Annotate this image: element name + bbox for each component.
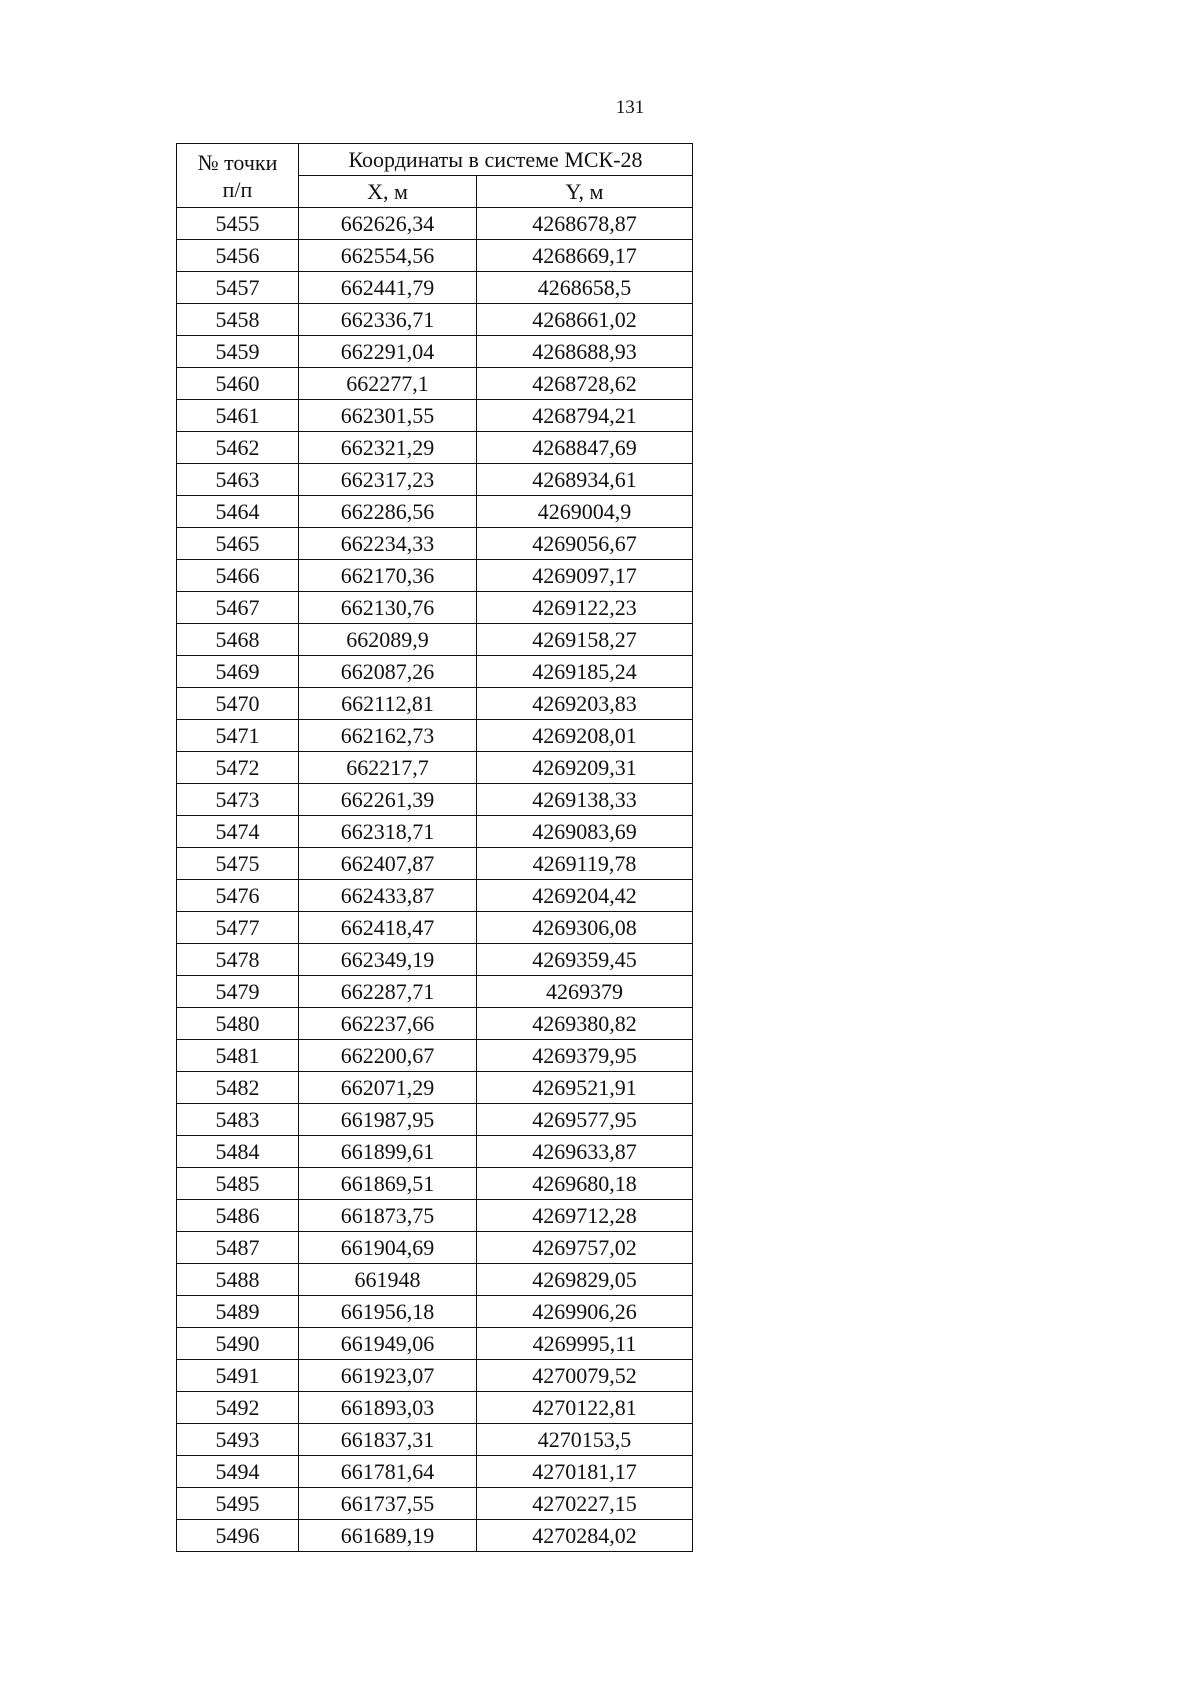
y-coordinate-cell: 4269119,78	[477, 848, 693, 880]
point-number-cell: 5474	[177, 816, 299, 848]
table-row	[177, 528, 693, 560]
y-coordinate-cell: 4269829,05	[477, 1264, 693, 1296]
table-row	[177, 1168, 693, 1200]
x-coordinate-cell: 662349,19	[299, 944, 477, 976]
point-number-cell: 5461	[177, 400, 299, 432]
y-coordinate-cell: 4269380,82	[477, 1008, 693, 1040]
x-coordinate-cell: 662087,26	[299, 656, 477, 688]
table-row	[177, 624, 693, 656]
table-row	[177, 496, 693, 528]
x-coordinate-cell: 661956,18	[299, 1296, 477, 1328]
table-row	[177, 720, 693, 752]
point-number-cell: 5493	[177, 1424, 299, 1456]
y-coordinate-cell: 4268669,17	[477, 240, 693, 272]
point-number-cell: 5494	[177, 1456, 299, 1488]
y-coordinate-cell: 4269995,11	[477, 1328, 693, 1360]
y-column-header: Y, м	[477, 176, 693, 208]
x-coordinate-cell: 662234,33	[299, 528, 477, 560]
x-coordinate-cell: 662112,81	[299, 688, 477, 720]
point-number-cell: 5462	[177, 432, 299, 464]
point-number-cell: 5486	[177, 1200, 299, 1232]
table-row	[177, 688, 693, 720]
table-row	[177, 1392, 693, 1424]
table-row	[177, 1008, 693, 1040]
point-number-header	[177, 144, 299, 208]
x-coordinate-cell: 662321,29	[299, 432, 477, 464]
point-number-cell: 5490	[177, 1328, 299, 1360]
table-row	[177, 464, 693, 496]
point-number-cell: 5470	[177, 688, 299, 720]
point-number-cell: 5480	[177, 1008, 299, 1040]
table-row	[177, 848, 693, 880]
point-number-cell: 5460	[177, 368, 299, 400]
y-coordinate-cell: 4268934,61	[477, 464, 693, 496]
point-number-cell: 5472	[177, 752, 299, 784]
coordinates-system-header: Координаты в системе МСК-28	[299, 144, 693, 176]
point-number-cell: 5495	[177, 1488, 299, 1520]
point-number-cell: 5469	[177, 656, 299, 688]
table-row	[177, 1296, 693, 1328]
y-coordinate-cell: 4269122,23	[477, 592, 693, 624]
table-row	[177, 208, 693, 240]
x-coordinate-cell: 661923,07	[299, 1360, 477, 1392]
point-number-cell: 5458	[177, 304, 299, 336]
y-coordinate-cell: 4269056,67	[477, 528, 693, 560]
y-coordinate-cell: 4269004,9	[477, 496, 693, 528]
table-row	[177, 1360, 693, 1392]
x-coordinate-cell: 662418,47	[299, 912, 477, 944]
table-row	[177, 944, 693, 976]
point-number-cell: 5476	[177, 880, 299, 912]
table-row	[177, 1232, 693, 1264]
y-coordinate-cell: 4269577,95	[477, 1104, 693, 1136]
x-coordinate-cell: 662291,04	[299, 336, 477, 368]
y-coordinate-cell: 4269208,01	[477, 720, 693, 752]
point-number-cell: 5459	[177, 336, 299, 368]
x-coordinate-cell: 661904,69	[299, 1232, 477, 1264]
y-coordinate-cell: 4268847,69	[477, 432, 693, 464]
page-number: 131	[615, 97, 645, 118]
y-coordinate-cell: 4269633,87	[477, 1136, 693, 1168]
point-number-cell: 5489	[177, 1296, 299, 1328]
y-coordinate-cell: 4269306,08	[477, 912, 693, 944]
table-row	[177, 560, 693, 592]
table-row	[177, 304, 693, 336]
table-row	[177, 816, 693, 848]
x-coordinate-cell: 662336,71	[299, 304, 477, 336]
x-coordinate-cell: 661873,75	[299, 1200, 477, 1232]
table-row	[177, 880, 693, 912]
y-coordinate-cell: 4268661,02	[477, 304, 693, 336]
y-coordinate-cell: 4270079,52	[477, 1360, 693, 1392]
x-coordinate-cell: 662071,29	[299, 1072, 477, 1104]
y-coordinate-cell: 4269379,95	[477, 1040, 693, 1072]
point-number-cell: 5465	[177, 528, 299, 560]
y-coordinate-cell: 4270122,81	[477, 1392, 693, 1424]
y-coordinate-cell: 4269203,83	[477, 688, 693, 720]
table-row	[177, 1456, 693, 1488]
y-coordinate-cell: 4269185,24	[477, 656, 693, 688]
x-coordinate-cell: 661899,61	[299, 1136, 477, 1168]
x-coordinate-cell: 662200,67	[299, 1040, 477, 1072]
x-coordinate-cell: 662318,71	[299, 816, 477, 848]
y-coordinate-cell: 4268794,21	[477, 400, 693, 432]
table-row	[177, 592, 693, 624]
table-header-row	[177, 144, 693, 176]
point-number-cell: 5496	[177, 1520, 299, 1552]
y-coordinate-cell: 4269083,69	[477, 816, 693, 848]
x-coordinate-cell: 662441,79	[299, 272, 477, 304]
table-row	[177, 1040, 693, 1072]
point-number-cell: 5463	[177, 464, 299, 496]
table-row	[177, 336, 693, 368]
point-number-cell: 5479	[177, 976, 299, 1008]
y-coordinate-cell: 4269906,26	[477, 1296, 693, 1328]
table-row	[177, 912, 693, 944]
point-number-cell: 5491	[177, 1360, 299, 1392]
y-coordinate-cell: 4269680,18	[477, 1168, 693, 1200]
y-coordinate-cell: 4270181,17	[477, 1456, 693, 1488]
x-coordinate-cell: 662261,39	[299, 784, 477, 816]
y-coordinate-cell: 4269379	[477, 976, 693, 1008]
point-number-cell: 5485	[177, 1168, 299, 1200]
x-coordinate-cell: 662433,87	[299, 880, 477, 912]
y-coordinate-cell: 4270284,02	[477, 1520, 693, 1552]
y-coordinate-cell: 4269521,91	[477, 1072, 693, 1104]
table-row	[177, 752, 693, 784]
y-coordinate-cell: 4269204,42	[477, 880, 693, 912]
table-row	[177, 400, 693, 432]
x-coordinate-cell: 662317,23	[299, 464, 477, 496]
table-row	[177, 1264, 693, 1296]
x-coordinate-cell: 661869,51	[299, 1168, 477, 1200]
table-row	[177, 272, 693, 304]
point-number-cell: 5482	[177, 1072, 299, 1104]
point-number-cell: 5488	[177, 1264, 299, 1296]
table-header	[177, 144, 693, 208]
y-coordinate-cell: 4269712,28	[477, 1200, 693, 1232]
x-coordinate-cell: 661689,19	[299, 1520, 477, 1552]
y-coordinate-cell: 4269209,31	[477, 752, 693, 784]
coordinates-table	[176, 143, 693, 1552]
point-number-cell: 5464	[177, 496, 299, 528]
point-number-cell: 5477	[177, 912, 299, 944]
x-coordinate-cell: 661987,95	[299, 1104, 477, 1136]
point-number-cell: 5467	[177, 592, 299, 624]
y-coordinate-cell: 4269359,45	[477, 944, 693, 976]
table-row	[177, 1520, 693, 1552]
table-row	[177, 1072, 693, 1104]
table-row	[177, 368, 693, 400]
y-coordinate-cell: 4269097,17	[477, 560, 693, 592]
x-coordinate-cell: 662626,34	[299, 208, 477, 240]
point-number-cell: 5455	[177, 208, 299, 240]
y-coordinate-cell: 4268688,93	[477, 336, 693, 368]
table-row	[177, 656, 693, 688]
table-row	[177, 1136, 693, 1168]
table-row	[177, 240, 693, 272]
table-row	[177, 1328, 693, 1360]
point-number-cell: 5487	[177, 1232, 299, 1264]
y-coordinate-cell: 4268728,62	[477, 368, 693, 400]
x-coordinate-cell: 662170,36	[299, 560, 477, 592]
x-coordinate-cell: 661737,55	[299, 1488, 477, 1520]
point-number-cell: 5471	[177, 720, 299, 752]
x-coordinate-cell: 661893,03	[299, 1392, 477, 1424]
x-coordinate-cell: 661837,31	[299, 1424, 477, 1456]
x-coordinate-cell: 662301,55	[299, 400, 477, 432]
x-coordinate-cell: 662554,56	[299, 240, 477, 272]
point-number-header-line1: № точки	[197, 149, 278, 175]
table-row	[177, 784, 693, 816]
table-row	[177, 432, 693, 464]
y-coordinate-cell: 4269757,02	[477, 1232, 693, 1264]
x-column-header: X, м	[299, 176, 477, 208]
x-coordinate-cell: 661949,06	[299, 1328, 477, 1360]
x-coordinate-cell: 662162,73	[299, 720, 477, 752]
point-number-cell: 5456	[177, 240, 299, 272]
table-row	[177, 1488, 693, 1520]
point-number-cell: 5468	[177, 624, 299, 656]
x-coordinate-cell: 662286,56	[299, 496, 477, 528]
x-coordinate-cell: 661948	[299, 1264, 477, 1296]
point-number-cell: 5466	[177, 560, 299, 592]
table-row	[177, 976, 693, 1008]
y-coordinate-cell: 4270153,5	[477, 1424, 693, 1456]
point-number-cell: 5475	[177, 848, 299, 880]
x-coordinate-cell: 662407,87	[299, 848, 477, 880]
point-number-cell: 5478	[177, 944, 299, 976]
y-coordinate-cell: 4270227,15	[477, 1488, 693, 1520]
point-number-cell: 5484	[177, 1136, 299, 1168]
point-number-header-line2: п/п	[222, 176, 253, 202]
table-row	[177, 1424, 693, 1456]
x-coordinate-cell: 662237,66	[299, 1008, 477, 1040]
x-coordinate-cell: 661781,64	[299, 1456, 477, 1488]
y-coordinate-cell: 4269138,33	[477, 784, 693, 816]
point-number-cell: 5473	[177, 784, 299, 816]
y-coordinate-cell: 4268658,5	[477, 272, 693, 304]
x-coordinate-cell: 662217,7	[299, 752, 477, 784]
point-number-cell: 5481	[177, 1040, 299, 1072]
point-number-cell: 5492	[177, 1392, 299, 1424]
x-coordinate-cell: 662287,71	[299, 976, 477, 1008]
point-number-cell: 5457	[177, 272, 299, 304]
y-coordinate-cell: 4269158,27	[477, 624, 693, 656]
point-number-cell: 5483	[177, 1104, 299, 1136]
x-coordinate-cell: 662130,76	[299, 592, 477, 624]
x-coordinate-cell: 662089,9	[299, 624, 477, 656]
table-row	[177, 1200, 693, 1232]
x-coordinate-cell: 662277,1	[299, 368, 477, 400]
table-row	[177, 1104, 693, 1136]
table-body	[177, 208, 693, 1552]
y-coordinate-cell: 4268678,87	[477, 208, 693, 240]
